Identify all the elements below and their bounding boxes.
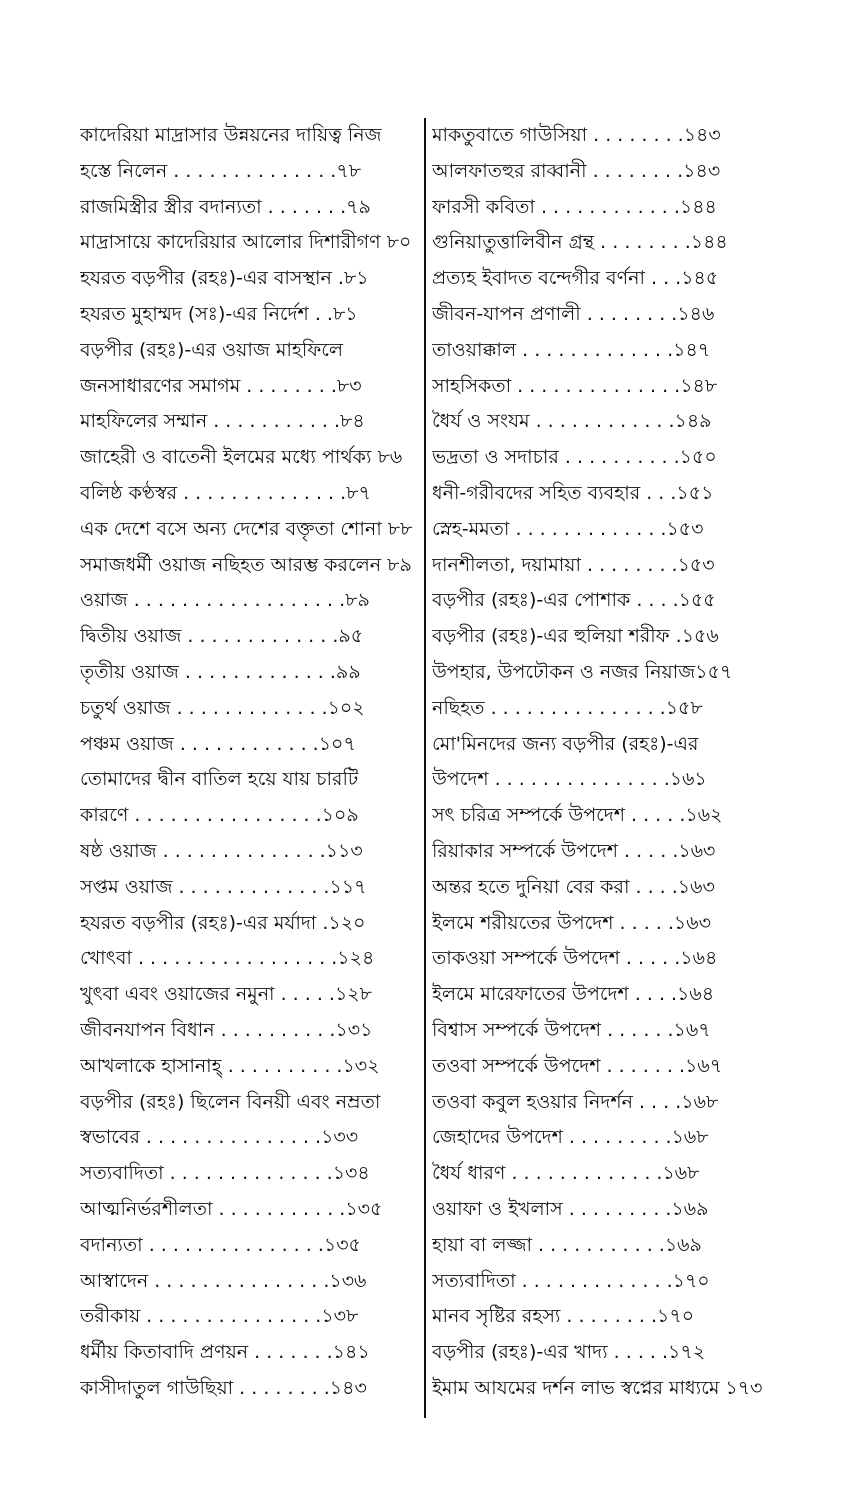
- toc-entry-text: বড়পীর (রহঃ)-এর হুলিয়া শরীফ .১৫৬: [432, 625, 719, 648]
- toc-entry: [80, 762, 418, 798]
- toc-entry-text: বড়পীর (রহঃ)-এর খাদ্য . . . . .১৭২: [432, 1341, 706, 1364]
- toc-entry-text: কাদেরিয়া মাদ্রাসার উন্নয়নের দায়িত্ব নিজ: [80, 124, 382, 146]
- toc-entry: [80, 1228, 418, 1264]
- toc-entry-text: সপ্তম ওয়াজ . . . . . . . . . . . . .১১৭: [80, 875, 367, 898]
- toc-entry-text: কারণে . . . . . . . . . . . . . . . .১০৯: [80, 804, 359, 827]
- toc-entry: [80, 333, 418, 369]
- toc-entry-text: মাকতুবাতে গাউসিয়া . . . . . . . .১৪৩: [432, 124, 721, 146]
- toc-entry-text: জেহাদের উপদেশ . . . . . . . . .১৬৮: [432, 1126, 709, 1149]
- toc-entry-text: ওয়াফা ও ইখলাস . . . . . . . . .১৬৯: [432, 1197, 709, 1220]
- toc-entry-text: উপদেশ . . . . . . . . . . . . . . .১৬১: [432, 768, 707, 791]
- toc-entry: [80, 1335, 418, 1371]
- toc-entry-text: ষষ্ঠ ওয়াজ . . . . . . . . . . . . . .১১৩: [80, 839, 363, 862]
- toc-entry-text: বড়পীর (রহঃ) ছিলেন বিনয়ী এবং নম্রতা: [80, 1090, 381, 1113]
- toc-entry-text: তাকওয়া সম্পর্কে উপদেশ . . . . .১৬৪: [432, 947, 718, 970]
- toc-entry: [80, 225, 418, 261]
- toc-entry: [80, 834, 418, 870]
- toc-entry: [432, 727, 768, 763]
- toc-entry: [432, 977, 768, 1013]
- toc-entry: [432, 440, 768, 476]
- toc-entry-text: মানব সৃষ্টির রহস্য . . . . . . . .১৭০: [432, 1305, 695, 1328]
- toc-entry: [80, 369, 418, 405]
- toc-entry: [432, 1120, 768, 1156]
- toc-entry-text: ইমাম আযমের দর্শন লাভ স্বপ্নের মাধ্যমে ১৭৩: [432, 1376, 763, 1399]
- toc-entry: [432, 190, 768, 226]
- toc-entry: [432, 476, 768, 512]
- toc-entry-text: তাওয়াক্কাল . . . . . . . . . . . . .১৪৭: [432, 338, 711, 361]
- toc-entry-text: হযরত বড়পীর (রহঃ)-এর মর্যাদা .১২০: [80, 911, 366, 934]
- toc-entry-text: জনসাধারণের সমাগম . . . . . . . .৮৩: [80, 374, 362, 397]
- toc-entry-text: গুনিয়াতুত্তালিবীন গ্রন্থ . . . . . . . .১৪৪: [432, 231, 728, 254]
- toc-entry: [80, 512, 418, 548]
- toc-entry: [80, 476, 418, 512]
- toc-entry: [80, 941, 418, 977]
- toc-entry-text: ওয়াজ . . . . . . . . . . . . . . . . . .৮৯: [80, 589, 370, 612]
- toc-entry: [80, 154, 418, 190]
- toc-entry-text: হস্তে নিলেন . . . . . . . . . . . . . .৭৮: [80, 159, 362, 182]
- toc-entry-text: খোৎবা . . . . . . . . . . . . . . . . .১২৪: [80, 947, 375, 970]
- toc-entry: [80, 1192, 418, 1228]
- toc-entry: [80, 977, 418, 1013]
- toc-entry-text: তৃতীয় ওয়াজ . . . . . . . . . . . . .৯৯: [80, 660, 361, 683]
- toc-entry: [80, 118, 418, 154]
- toc-entry-text: প্রত্যহ ইবাদত বন্দেগীর বর্ণনা . . .১৪৫: [432, 267, 719, 290]
- toc-entry: [432, 261, 768, 297]
- toc-entry: [432, 583, 768, 619]
- toc-entry-text: সাহসিকতা . . . . . . . . . . . . . .১৪৮: [432, 374, 718, 397]
- toc-right-column: [432, 118, 768, 1407]
- toc-entry: [80, 1120, 418, 1156]
- toc-entry-text: হযরত মুহাম্মদ (সঃ)-এর নির্দেশ . .৮১: [80, 302, 358, 325]
- toc-entry-text: এক দেশে বসে অন্য দেশের বক্তৃতা শোনা ৮৮: [80, 517, 413, 540]
- toc-entry: [432, 1085, 768, 1121]
- toc-entry: [80, 1085, 418, 1121]
- toc-entry-text: ধৈর্য ধারণ . . . . . . . . . . . . .১৬৮: [432, 1162, 700, 1185]
- toc-entry: [432, 762, 768, 798]
- toc-entry-text: তোমাদের দ্বীন বাতিল হয়ে যায় চারটি: [80, 768, 359, 791]
- table-of-contents: [0, 118, 850, 1418]
- toc-entry: [80, 404, 418, 440]
- toc-entry: [432, 1192, 768, 1228]
- toc-entry: [80, 691, 418, 727]
- toc-entry: [432, 369, 768, 405]
- toc-entry-text: আলফাতহুর রাব্বানী . . . . . . . .১৪৩: [432, 159, 721, 182]
- toc-entry-text: তওবা সম্পর্কে উপদেশ . . . . . . .১৬৭: [432, 1054, 723, 1077]
- toc-entry: [80, 1264, 418, 1300]
- toc-entry: [432, 906, 768, 942]
- toc-entry: [80, 297, 418, 333]
- toc-entry-text: সৎ চরিত্র সম্পর্কে উপদেশ . . . . .১৬২: [432, 804, 723, 827]
- toc-entry-text: তওবা কবুল হওয়ার নিদর্শন . . . .১৬৮: [432, 1090, 719, 1113]
- toc-entry-text: চতুর্থ ওয়াজ . . . . . . . . . . . . .১০২: [80, 696, 365, 719]
- toc-entry-text: জাহেরী ও বাতেনী ইলমের মধ্যে পার্থক্য ৮৬: [80, 446, 403, 469]
- toc-entry: [432, 1013, 768, 1049]
- toc-left-column: [80, 118, 418, 1407]
- column-divider: [424, 118, 426, 1418]
- toc-entry: [432, 655, 768, 691]
- toc-entry: [432, 798, 768, 834]
- toc-entry: [80, 1013, 418, 1049]
- toc-entry: [80, 548, 418, 584]
- toc-entry-text: সমাজধর্মী ওয়াজ নছিহত আরম্ভ করলেন ৮৯: [80, 553, 412, 576]
- toc-entry: [432, 1264, 768, 1300]
- toc-entry: [432, 154, 768, 190]
- toc-entry-text: স্নেহ-মমতা . . . . . . . . . . . . .১৫৩: [432, 517, 704, 540]
- toc-entry-text: বদান্যতা . . . . . . . . . . . . . . .১৩৫: [80, 1233, 361, 1256]
- toc-entry: [80, 1371, 418, 1407]
- toc-entry-text: হযরত বড়পীর (রহঃ)-এর বাসস্থান .৮১: [80, 267, 369, 290]
- toc-entry-text: ইলমে মারেফাতের উপদেশ . . . .১৬৪: [432, 983, 715, 1006]
- toc-entry: [80, 1299, 418, 1335]
- toc-entry-text: বিশ্বাস সম্পর্কে উপদেশ . . . . . .১৬৭: [432, 1018, 711, 1041]
- toc-entry-text: ফারসী কবিতা . . . . . . . . . . . .১৪৪: [432, 195, 717, 218]
- toc-entry: [80, 1049, 418, 1085]
- toc-entry: [432, 548, 768, 584]
- toc-entry: [432, 619, 768, 655]
- toc-entry-text: রাজমিস্ত্রীর স্ত্রীর বদান্যতা . . . . . . .৭৯: [80, 195, 371, 218]
- toc-entry-text: স্বভাবের . . . . . . . . . . . . . . .১৩৩: [80, 1126, 359, 1149]
- toc-entry: [432, 225, 768, 261]
- toc-entry-text: পঞ্চম ওয়াজ . . . . . . . . . . . .১০৭: [80, 732, 356, 755]
- toc-entry-text: আত্মনির্ভরশীলতা . . . . . . . . . . .১৩৫: [80, 1197, 383, 1220]
- toc-entry: [432, 333, 768, 369]
- toc-entry: [80, 727, 418, 763]
- toc-entry: [432, 1299, 768, 1335]
- toc-entry-text: বড়পীর (রহঃ)-এর পোশাক . . . .১৫৫: [432, 589, 716, 612]
- toc-entry: [432, 512, 768, 548]
- toc-entry-text: দানশীলতা, দয়ামায়া . . . . . . . .১৫৩: [432, 553, 715, 576]
- toc-entry: [432, 870, 768, 906]
- toc-entry-text: ধনী-গরীবদের সহিত ব্যবহার . . .১৫১: [432, 481, 714, 504]
- toc-entry: [432, 941, 768, 977]
- toc-entry-text: মাদ্রাসায়ে কাদেরিয়ার আলোর দিশারীগণ ৮০: [80, 231, 412, 254]
- toc-entry-text: মাহফিলের সম্মান . . . . . . . . . . .৮৪: [80, 410, 365, 433]
- toc-entry: [80, 619, 418, 655]
- toc-entry: [80, 870, 418, 906]
- toc-entry-text: ধর্মীয় কিতাবাদি প্রণয়ন . . . . . . .১৪১: [80, 1341, 370, 1364]
- toc-entry-text: ধৈর্য ও সংযম . . . . . . . . . . . .১৪৯: [432, 410, 712, 433]
- toc-entry: [432, 404, 768, 440]
- toc-entry: [80, 583, 418, 619]
- toc-entry-text: ইলমে শরীয়তের উপদেশ . . . . .১৬৩: [432, 911, 711, 934]
- toc-entry: [432, 691, 768, 727]
- toc-entry: [432, 118, 768, 154]
- toc-entry: [80, 261, 418, 297]
- toc-entry: [432, 1371, 768, 1407]
- toc-entry: [432, 1156, 768, 1192]
- toc-entry-text: রিয়াকার সম্পর্কে উপদেশ . . . . .১৬৩: [432, 839, 716, 862]
- toc-entry: [80, 906, 418, 942]
- toc-entry: [432, 1335, 768, 1371]
- toc-entry-text: কাসীদাতুল গাউছিয়া . . . . . . . .১৪৩: [80, 1376, 367, 1399]
- toc-entry: [432, 834, 768, 870]
- toc-entry-text: অন্তর হতে দুনিয়া বের করা . . . .১৬৩: [432, 875, 715, 898]
- toc-entry-text: তরীকায় . . . . . . . . . . . . . . .১৩৮: [80, 1305, 359, 1328]
- toc-entry-text: দ্বিতীয় ওয়াজ . . . . . . . . . . . . .৯৫: [80, 625, 364, 648]
- toc-entry: [80, 798, 418, 834]
- toc-entry: [432, 1228, 768, 1264]
- toc-entry-text: আখলাকে হাসানাহ্ . . . . . . . . . .১৩২: [80, 1054, 380, 1077]
- toc-entry: [432, 297, 768, 333]
- toc-entry-text: সত্যবাদিতা . . . . . . . . . . . . .১৭০: [432, 1269, 710, 1292]
- toc-entry-text: খুৎবা এবং ওয়াজের নমুনা . . . . .১২৮: [80, 983, 372, 1006]
- toc-entry-text: হায়া বা লজ্জা . . . . . . . . . . .১৬৯: [432, 1233, 702, 1256]
- toc-entry-text: মো'মিনদের জন্য বড়পীর (রহঃ)-এর: [432, 732, 699, 755]
- toc-entry: [80, 440, 418, 476]
- toc-entry-text: আস্বাদেন . . . . . . . . . . . . . . .১৩৬: [80, 1269, 367, 1292]
- toc-entry: [432, 1049, 768, 1085]
- toc-entry: [80, 655, 418, 691]
- toc-entry-text: নছিহত . . . . . . . . . . . . . . .১৫৮: [432, 696, 703, 719]
- toc-entry-text: উপহার, উপঢৌকন ও নজর নিয়াজ১৫৭: [432, 660, 733, 683]
- toc-entry: [80, 1156, 418, 1192]
- toc-entry-text: ভদ্রতা ও সদাচার . . . . . . . . . .১৫০: [432, 446, 717, 469]
- toc-entry-text: জীবনযাপন বিধান . . . . . . . . . .১৩১: [80, 1018, 373, 1041]
- toc-entry-text: সত্যবাদিতা . . . . . . . . . . . . . .১৩৪: [80, 1162, 370, 1185]
- toc-entry: [80, 190, 418, 226]
- toc-entry-text: জীবন-যাপন প্রণালী . . . . . . . .১৪৬: [432, 302, 715, 325]
- toc-entry-text: বড়পীর (রহঃ)-এর ওয়াজ মাহফিলে: [80, 338, 344, 361]
- toc-entry-text: বলিষ্ঠ কণ্ঠস্বর . . . . . . . . . . . . . .৮৭: [80, 481, 371, 504]
